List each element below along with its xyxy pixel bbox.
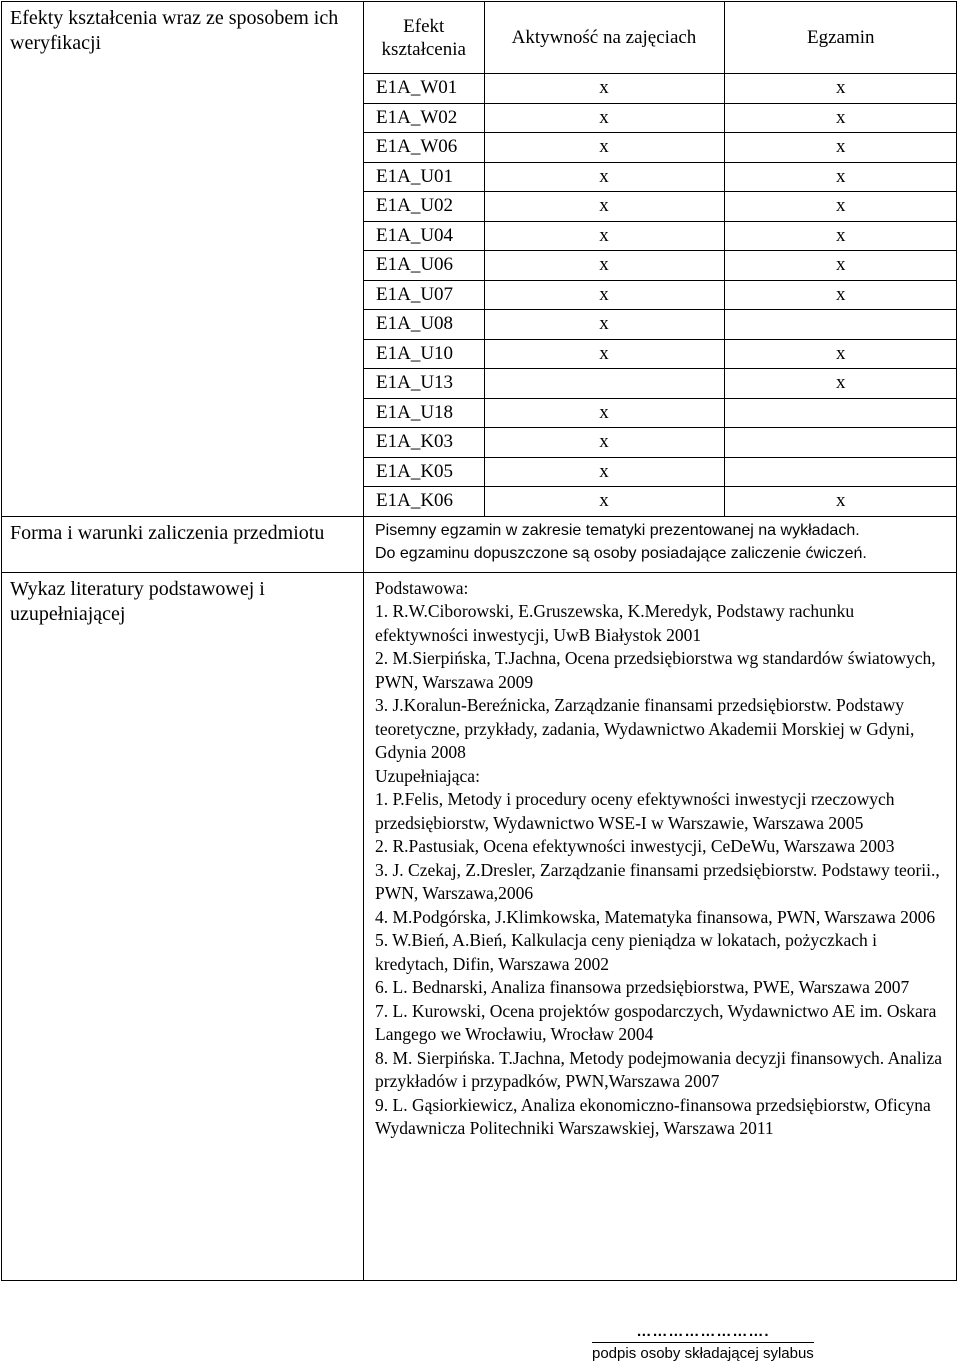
- table-row: [364, 487, 957, 516]
- activity-mark: x: [484, 251, 724, 281]
- activity-mark: x: [484, 457, 724, 487]
- exam-mark: x: [724, 251, 957, 281]
- supplementary-heading: Uzupełniająca:: [375, 765, 480, 786]
- activity-mark: x: [484, 74, 724, 104]
- activity-mark: x: [484, 428, 724, 458]
- literature-item: 8. M. Sierpińska. T.Jachna, Metody podejmowania decyzji finansowych. Analiza przykładów i przypadków, PWN,Warszawa 2007: [375, 1047, 942, 1091]
- literature-cell: [364, 572, 957, 1280]
- activity-mark: x: [484, 280, 724, 310]
- exam-mark: x: [724, 162, 957, 192]
- form-text-line: Pisemny egzamin w zakresie tematyki prezentowanej na wykładach.: [375, 521, 860, 539]
- literature-item: 6. L. Bednarski, Analiza finansowa przedsiębiorstwa, PWE, Warszawa 2007: [375, 977, 910, 997]
- table-row: [364, 310, 957, 340]
- literature-item: 1. R.W.Ciborowski, E.Gruszewska, K.Meredyk, Podstawy rachunku efektywności inwestycji, UwB Białystok 2001: [375, 601, 855, 645]
- exam-mark: [724, 428, 957, 458]
- table-row: [364, 74, 957, 104]
- effects-label-cell: [2, 2, 364, 517]
- exam-mark: x: [724, 339, 957, 369]
- literature-item: 7. L. Kurowski, Ocena projektów gospodarczych, Wydawnictwo AE im. Oskara Langego we Wrocławiu, Wrocław 2004: [375, 1000, 937, 1044]
- activity-mark: x: [484, 133, 724, 163]
- table-row: [364, 103, 957, 133]
- literature-item: 5. W.Bień, A.Bień, Kalkulacja ceny pieniądza w lokatach, pożyczkach i kredytach, Difin, Warszawa 2002: [375, 930, 877, 974]
- effect-code: E1A_K06: [376, 490, 454, 512]
- syllabus-table: [1, 1, 957, 1281]
- literature-label-cell: [2, 572, 364, 1280]
- table-row: [364, 398, 957, 428]
- activity-mark: [484, 369, 724, 399]
- effects-label: Efekty kształcenia wraz ze sposobem ich weryfikacji: [10, 7, 339, 54]
- exam-mark: [724, 310, 957, 340]
- effects-table-cell: [364, 2, 957, 517]
- literature-item: 3. J.Koralun-Bereźnicka, Zarządzanie finansami przedsiębiorstw. Podstawy teoretyczne, przykłady, zadania, Wydawnictwo Akademii Morskiej w Gdyni, Gdynia 2008: [375, 695, 915, 762]
- exam-mark: x: [724, 74, 957, 104]
- exam-mark: x: [724, 280, 957, 310]
- table-row: [364, 457, 957, 487]
- activity-mark: x: [484, 487, 724, 516]
- activity-mark: x: [484, 398, 724, 428]
- form-label: Forma i warunki zaliczenia przedmiotu: [10, 521, 325, 544]
- header-activity: Aktywność na zajęciach: [484, 2, 724, 74]
- literature-item: 4. M.Podgórska, J.Klimkowska, Matematyka finansowa, PWN, Warszawa 2006: [375, 906, 936, 927]
- effect-code: E1A_U18: [364, 398, 484, 428]
- table-row: [364, 251, 957, 281]
- table-row: [364, 221, 957, 251]
- basic-heading: Podstawowa:: [375, 577, 469, 598]
- signature-block: [592, 1322, 814, 1362]
- header-exam: Egzamin: [724, 2, 957, 74]
- exam-mark: x: [724, 133, 957, 163]
- literature-item: 2. M.Sierpińska, T.Jachna, Ocena przedsiębiorstwa wg standardów światowych, PWN, Warszawa 2009: [375, 648, 936, 692]
- literature-item: 1. P.Felis, Metody i procedury oceny efektywności inwestycji rzeczowych przedsiębiorstw, Wydawnictwo WSE-I w Warszawie, Warszawa 2005: [375, 789, 895, 833]
- exam-mark: [724, 457, 957, 487]
- supplementary-list: [375, 788, 950, 1141]
- activity-mark: x: [484, 103, 724, 133]
- table-row: [364, 369, 957, 399]
- table-row: [364, 428, 957, 458]
- form-text-line: Do egzaminu dopuszczone są osoby posiadające zaliczenie ćwiczeń.: [375, 544, 867, 562]
- effect-code: E1A_U10: [364, 339, 484, 369]
- effect-code: E1A_U08: [364, 310, 484, 340]
- activity-mark: x: [484, 310, 724, 340]
- activity-mark: x: [484, 192, 724, 222]
- effects-verification-table: [364, 2, 957, 516]
- table-row: [364, 162, 957, 192]
- literature-item: 2. R.Pastusiak, Ocena efektywności inwestycji, CeDeWu, Warszawa 2003: [375, 836, 895, 856]
- table-row: [364, 339, 957, 369]
- effect-code: E1A_W02: [364, 103, 484, 133]
- effect-code: E1A_W06: [364, 133, 484, 163]
- effect-code: E1A_W01: [364, 74, 484, 104]
- table-row: [364, 280, 957, 310]
- exam-mark: x: [724, 192, 957, 222]
- effect-code: E1A_U04: [364, 221, 484, 251]
- table-row: [364, 133, 957, 163]
- activity-mark: x: [484, 162, 724, 192]
- form-text-cell: [364, 516, 957, 572]
- basic-list: [375, 600, 950, 765]
- literature-label: Wykaz literatury podstawowej i uzupełniającej: [10, 577, 265, 625]
- effect-code: E1A_U06: [364, 251, 484, 281]
- exam-mark: x: [724, 103, 957, 133]
- signature-dots: …………………….: [636, 1323, 770, 1340]
- literature-item: 3. J. Czekaj, Z.Dresler, Zarządzanie finansami przedsiębiorstw. Podstawy teorii., PWN, Warszawa,2006: [375, 859, 940, 903]
- header-effect: Efekt kształcenia: [364, 2, 484, 74]
- effect-code: E1A_U02: [364, 192, 484, 222]
- effect-code: E1A_U13: [364, 369, 484, 399]
- exam-mark: [724, 398, 957, 428]
- exam-mark: x: [724, 369, 957, 399]
- effect-code: E1A_K05: [364, 457, 484, 487]
- exam-mark: x: [724, 221, 957, 251]
- exam-mark: x: [724, 487, 957, 516]
- form-label-cell: [2, 516, 364, 572]
- effect-code: E1A_U01: [364, 162, 484, 192]
- activity-mark: x: [484, 221, 724, 251]
- activity-mark: x: [484, 339, 724, 369]
- effect-code: E1A_U07: [364, 280, 484, 310]
- literature-item: 9. L. Gąsiorkiewicz, Analiza ekonomiczno-finansowa przedsiębiorstw, Oficyna Wydawnicza Politechniki Warszawskiej, Warszawa 2011: [375, 1094, 931, 1138]
- signature-label: podpis osoby składającej sylabus: [592, 1342, 814, 1362]
- table-row: [364, 192, 957, 222]
- effect-code: E1A_K03: [364, 428, 484, 458]
